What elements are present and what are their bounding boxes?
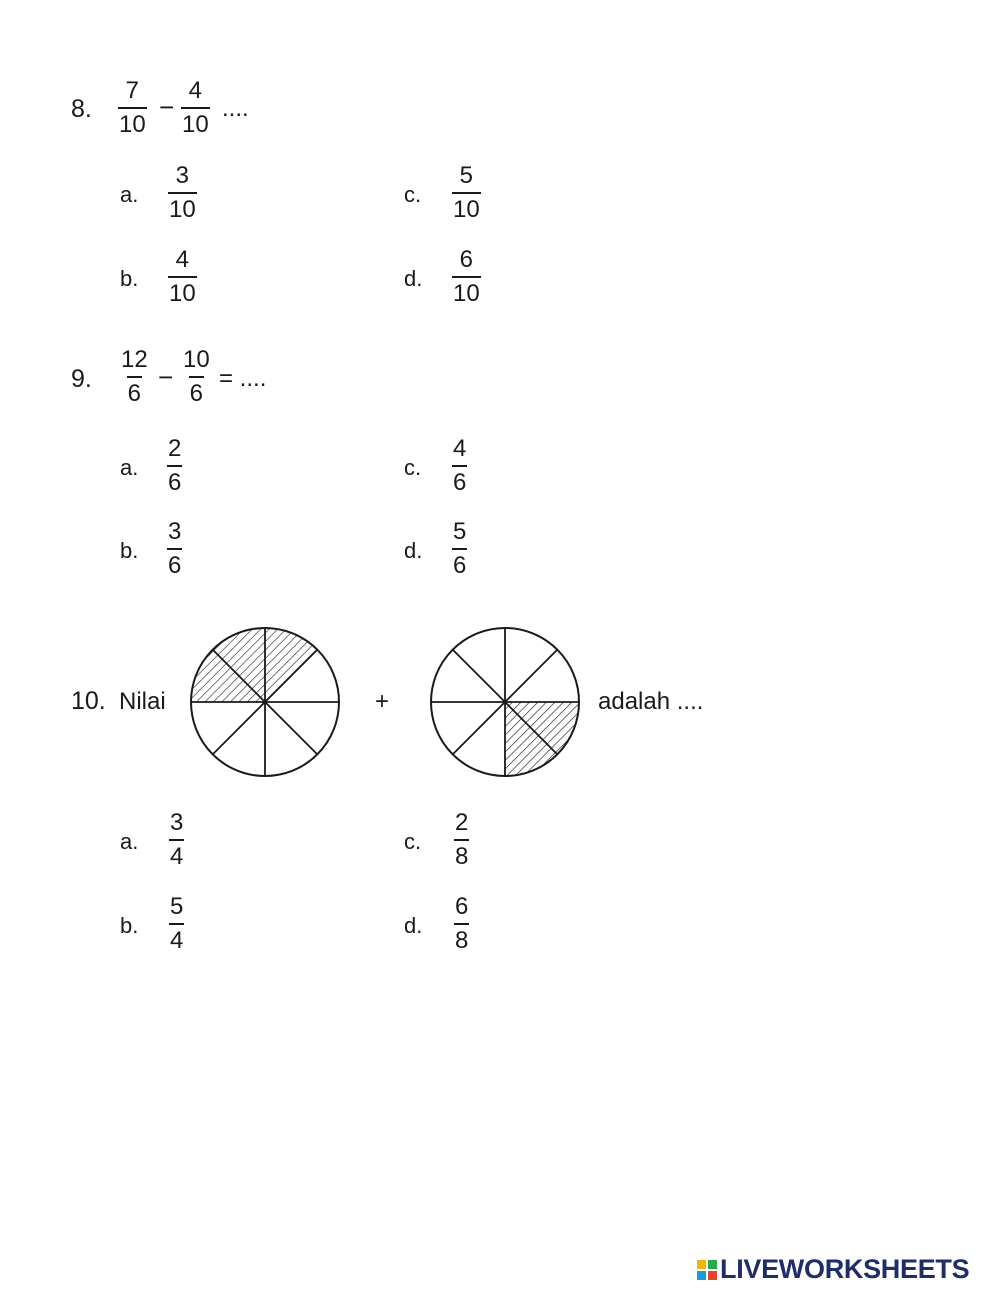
numerator: 3 — [168, 518, 182, 545]
option-label: a. — [120, 182, 139, 207]
shaded-slice — [265, 628, 317, 702]
liveworksheets-brand[interactable] — [697, 1254, 969, 1285]
denominator: 6 — [127, 376, 142, 406]
option-fraction — [169, 895, 184, 953]
expression-fraction-1 — [118, 79, 147, 137]
option-label: d. — [404, 913, 423, 938]
numerator: 3 — [175, 162, 190, 189]
question-number: 10. — [71, 687, 106, 715]
numerator: 4 — [453, 435, 467, 462]
option-label: d. — [404, 538, 423, 563]
expression-tail: = .... — [219, 365, 267, 392]
option-fraction — [454, 895, 469, 953]
denominator: 6 — [452, 465, 467, 495]
numerator: 5 — [453, 518, 467, 545]
fraction-circle-2 — [428, 625, 582, 779]
slice-divider — [213, 702, 265, 754]
option-label: c. — [404, 455, 422, 480]
denominator: 4 — [169, 923, 184, 953]
expression-fraction-1 — [120, 348, 149, 406]
option-fraction — [452, 520, 467, 578]
numerator: 10 — [183, 346, 210, 373]
liveworksheets-logo-icon — [697, 1260, 717, 1280]
slice-divider — [453, 650, 505, 702]
option-label: b. — [120, 266, 139, 291]
option-fraction — [452, 164, 481, 222]
question-suffix: adalah .... — [598, 688, 704, 715]
numerator: 2 — [168, 435, 182, 462]
logo-square — [697, 1271, 706, 1280]
option-fraction — [452, 437, 467, 495]
option-fraction — [454, 811, 469, 869]
numerator: 4 — [188, 77, 203, 104]
denominator: 10 — [118, 107, 147, 137]
option-label: a. — [120, 455, 139, 480]
option-label: c. — [404, 182, 422, 207]
logo-square — [708, 1271, 717, 1280]
numerator: 6 — [455, 893, 469, 920]
plus-operator: + — [375, 688, 390, 715]
numerator: 4 — [175, 246, 190, 273]
option-label: d. — [404, 266, 423, 291]
denominator: 8 — [454, 923, 469, 953]
minus-operator: − — [159, 92, 175, 122]
minus-operator: − — [158, 362, 174, 392]
fraction-circle-1 — [188, 625, 342, 779]
denominator: 6 — [167, 548, 182, 578]
slice-divider — [505, 650, 557, 702]
option-fraction — [167, 520, 182, 578]
denominator: 6 — [452, 548, 467, 578]
denominator: 4 — [169, 839, 184, 869]
option-fraction — [169, 811, 184, 869]
question-number: 8. — [71, 95, 92, 123]
denominator: 10 — [168, 192, 197, 222]
option-fraction — [167, 437, 182, 495]
denominator: 10 — [452, 276, 481, 306]
slice-divider — [453, 702, 505, 754]
numerator: 2 — [455, 809, 469, 836]
slice-divider — [265, 702, 317, 754]
logo-square — [708, 1260, 717, 1269]
numerator: 5 — [459, 162, 474, 189]
option-label: a. — [120, 829, 139, 854]
expression-fraction-2 — [181, 79, 210, 137]
option-label: b. — [120, 538, 139, 563]
question-prefix: Nilai — [119, 688, 166, 715]
expression-fraction-2 — [182, 348, 211, 406]
logo-square — [697, 1260, 706, 1269]
denominator: 10 — [181, 107, 210, 137]
numerator: 3 — [170, 809, 184, 836]
brand-text: LIVEWORKSHEETS — [720, 1254, 970, 1284]
option-fraction — [168, 248, 197, 306]
numerator: 12 — [121, 346, 148, 373]
denominator: 10 — [168, 276, 197, 306]
option-label: b. — [120, 913, 139, 938]
numerator: 7 — [125, 77, 140, 104]
question-number: 9. — [71, 365, 92, 393]
numerator: 6 — [459, 246, 474, 273]
denominator: 6 — [189, 376, 204, 406]
denominator: 10 — [452, 192, 481, 222]
numerator: 5 — [170, 893, 184, 920]
denominator: 8 — [454, 839, 469, 869]
option-fraction — [452, 248, 481, 306]
option-fraction — [168, 164, 197, 222]
denominator: 6 — [167, 465, 182, 495]
option-label: c. — [404, 829, 422, 854]
expression-tail: .... — [222, 95, 249, 122]
